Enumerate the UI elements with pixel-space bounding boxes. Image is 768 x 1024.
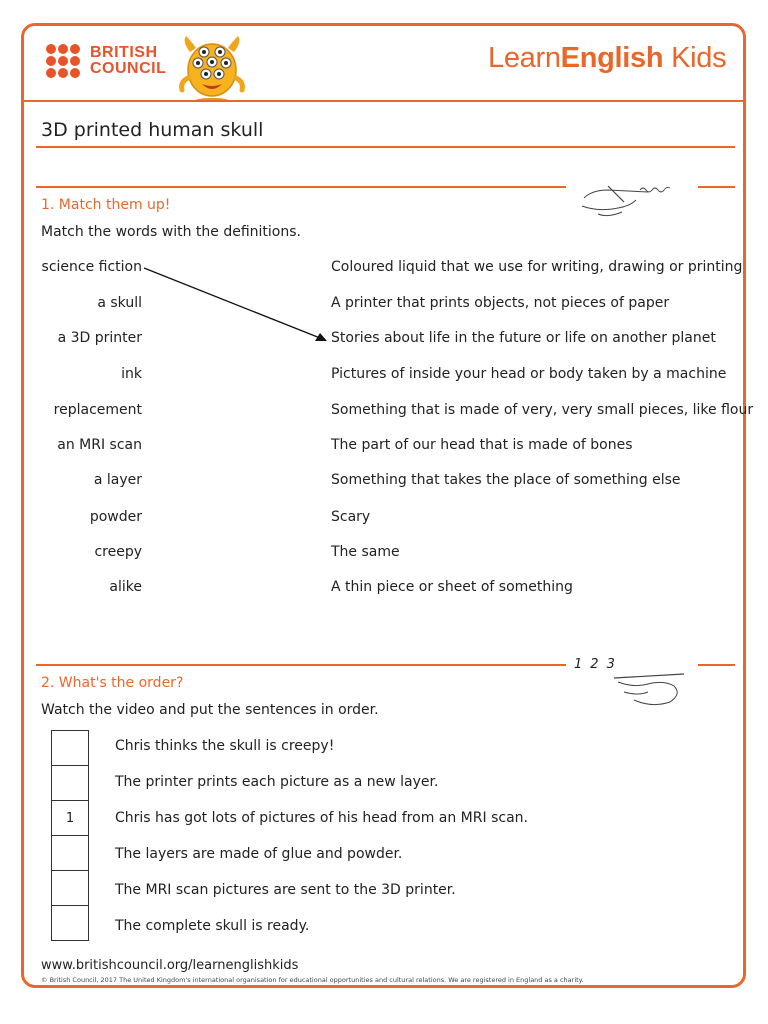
- match-definition: Something that is made of very, very small pieces, like flour: [331, 402, 754, 418]
- match-word: a skull: [97, 295, 142, 311]
- match-word: a 3D printer: [57, 330, 142, 346]
- section1-rule-right: [698, 186, 735, 188]
- order-number-box[interactable]: [51, 765, 89, 801]
- learnenglish-kids-logo: LearnEnglish Kids: [488, 42, 727, 74]
- order-number-box[interactable]: [51, 905, 89, 941]
- section2-rule-right: [698, 664, 735, 666]
- monster-mascot-icon: [176, 32, 248, 102]
- match-word: alike: [109, 579, 142, 595]
- match-definition: Pictures of inside your head or body taken by a machine: [331, 366, 727, 382]
- section1-instruction: Match the words with the definitions.: [41, 224, 301, 240]
- brand-line-1: BRITISH: [90, 44, 158, 61]
- match-definition: A printer that prints objects, not pieces of paper: [331, 295, 670, 311]
- brand-line-2: COUNCIL: [90, 60, 167, 77]
- footer-copyright: © British Council, 2017 The United Kingdom's international organisation for educational opportunities and cultural relations. We are registered in England as a charity.: [41, 976, 584, 984]
- order-number-box[interactable]: [51, 730, 89, 766]
- match-word: an MRI scan: [57, 437, 142, 453]
- match-word: ink: [121, 366, 142, 382]
- match-definition: Scary: [331, 509, 371, 525]
- order-sentence: Chris thinks the skull is creepy!: [115, 738, 335, 754]
- match-word: a layer: [93, 472, 142, 488]
- match-word: creepy: [94, 544, 142, 560]
- section2-rule-left: [36, 664, 566, 666]
- match-word: science fiction: [41, 259, 142, 275]
- document-title: 3D printed human skull: [41, 119, 264, 141]
- example-match-arrow-icon: [140, 260, 335, 350]
- order-sentence: The layers are made of glue and powder.: [115, 846, 403, 862]
- ordering-hand-icon: [604, 664, 688, 710]
- match-definition: The part of our head that is made of bones: [331, 437, 633, 453]
- british-council-logo: [46, 44, 166, 78]
- match-word: replacement: [53, 402, 142, 418]
- order-sentence: Chris has got lots of pictures of his head from an MRI scan.: [115, 810, 528, 826]
- page-frame: [21, 23, 746, 988]
- header-divider: [24, 100, 746, 102]
- match-definition: The same: [331, 544, 400, 560]
- match-word: powder: [89, 509, 142, 525]
- section2-title: 2. What's the order?: [41, 675, 184, 691]
- match-definition: A thin piece or sheet of something: [331, 579, 573, 595]
- footer-url[interactable]: www.britishcouncil.org/learnenglishkids: [41, 958, 299, 973]
- section2-instruction: Watch the video and put the sentences in order.: [41, 702, 379, 718]
- order-sentence: The printer prints each picture as a new layer.: [115, 774, 439, 790]
- british-council-dots-icon: [46, 44, 82, 78]
- order-numbers: 123: [574, 657, 623, 672]
- writing-hand-icon: [578, 172, 684, 222]
- section1-rule-left: [36, 186, 566, 188]
- match-definition: Something that takes the place of something else: [331, 472, 681, 488]
- match-definition: Stories about life in the future or life on another planet: [331, 330, 716, 346]
- match-definition: Coloured liquid that we use for writing, drawing or printing: [331, 259, 743, 275]
- order-number-box[interactable]: [51, 870, 89, 906]
- title-underline: [36, 146, 735, 148]
- section1-title: 1. Match them up!: [41, 197, 171, 213]
- order-number-box[interactable]: [51, 835, 89, 871]
- order-sentence: The complete skull is ready.: [115, 918, 310, 934]
- order-number-box[interactable]: 1: [51, 800, 89, 836]
- order-sentence: The MRI scan pictures are sent to the 3D printer.: [115, 882, 456, 898]
